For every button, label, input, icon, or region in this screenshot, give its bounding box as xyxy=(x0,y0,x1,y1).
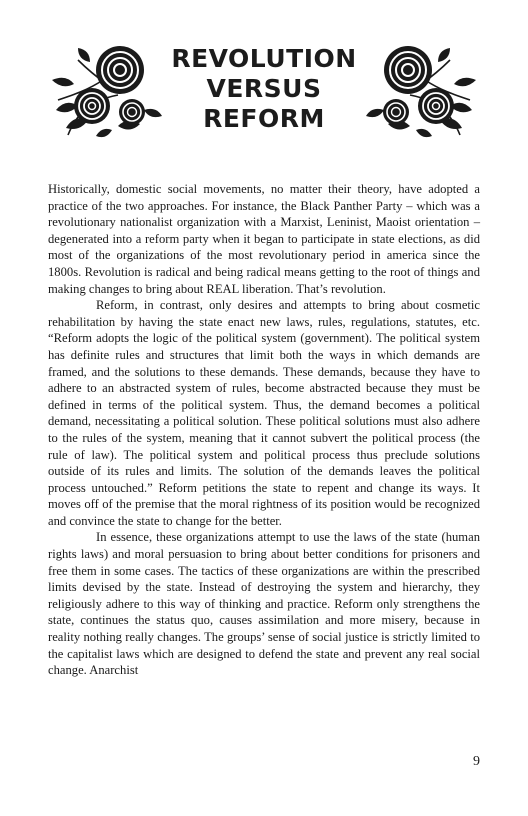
page-number: 9 xyxy=(473,754,480,769)
paragraph-1: Historically, domestic social movements, no matter their theory, have adopted a practice of the two approaches. For instance, the Black Panther Party – which was a revolutionary nationalist organization with a Marxist, Leninist, Maoist orientation – degenerated into a reform party when it began to participate in state elections, as did most of the organizations of the most revolutionary period in america since the 1800s. Revolution is radical and being radical means getting to the root of things and making changes to bring about REAL liberation. That’s revolution. xyxy=(48,182,480,296)
chapter-header xyxy=(48,40,480,140)
paragraph-2: Reform, in contrast, only desires and attempts to bring about cosmetic rehabilitation by having the state enact new laws, rules, regulations, statutes, etc. “Reform adopts the logic of the political system (government). The political system has definite rules and structures that limit both the ways in which demands are framed, and the solutions to these demands. These demands, because they have to adhere to an abstracted system of rules, become abstracted because they must be defined in terms of the political system. Thus, the demand becomes a political demand, necessitating a political solution. These political solutions must also adhere to the rules of the system, meaning that it cannot subvert the political process (the rule of law). The political system and political process thus preclude solutions outside of its rules and limits. The solution of the demands leaves the political process untouched.” Reform petitions the state to repent and change its ways. It moves off of the premise that the moral rightness of its position would be recognized and convince the state to change for the better. xyxy=(48,298,480,528)
title-line-2: VERSUS xyxy=(206,74,322,103)
title-line-3: REFORM xyxy=(203,104,325,133)
rose-cluster-icon xyxy=(48,40,166,140)
chapter-title xyxy=(158,44,370,134)
title-line-1: REVOLUTION xyxy=(171,44,357,73)
body-text xyxy=(48,181,480,679)
rose-cluster-icon xyxy=(362,40,480,140)
paragraph-3: In essence, these organizations attempt to use the laws of the state (human rights laws) and moral persuasion to bring about better conditions for prisoners and free them in some cases. The tactics of these organizations are within the prescribed limits devised by the state. Instead of destroying the system and hierarchy, they religiously adhere to this way of thinking and practice. Reform only strengthens the state, continues the status quo, causes assimilation and more misery, because in reality nothing really changes. The groups’ sense of social justice is strictly limited to the capitalist laws which are designed to defend the state and prevent any real social change. Anarchist xyxy=(48,530,480,678)
